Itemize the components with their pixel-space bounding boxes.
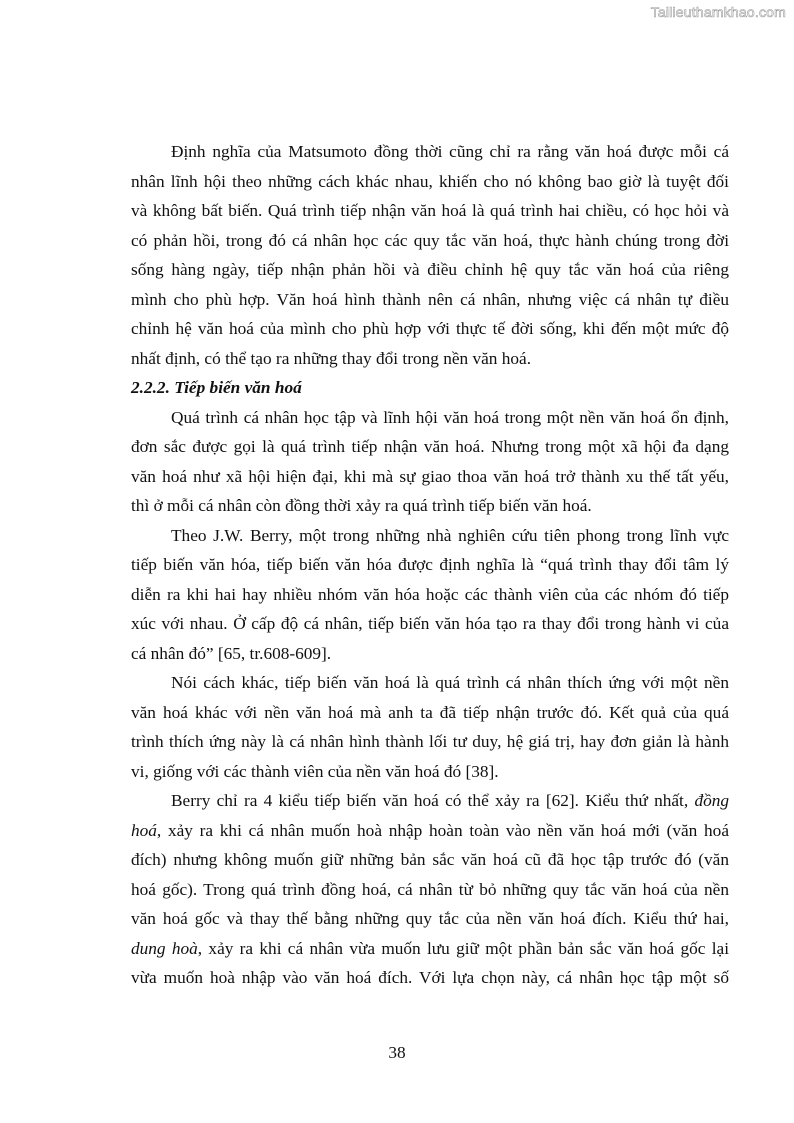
text-line [131, 816, 729, 846]
paragraph [131, 668, 729, 786]
watermark: Tailieuthamkhao.com [650, 4, 786, 20]
italic-term: hoá [131, 820, 157, 840]
text-line: Định nghĩa của Matsumoto đồng thời cũng chỉ ra rằng văn hoá được mỗi cá [171, 142, 729, 161]
text-line: Quá trình cá nhân học tập và lĩnh hội văn hoá trong một nền văn hoá ổn định, [171, 407, 729, 427]
paragraph [131, 521, 729, 669]
text-line: vi, giống với các thành viên của nền văn hoá đó [38]. [131, 761, 499, 781]
text-line: 2.2.2. Tiếp biến văn hoá [131, 378, 302, 397]
text-line: thì ở mỗi cá nhân còn đồng thời xảy ra quá trình tiếp biến văn hoá. [131, 496, 592, 515]
text-segment: , xảy ra khi cá nhân muốn hoà nhập hoàn toàn vào nền văn hoá mới (văn hoá [156, 820, 729, 840]
text-line: nhất định, có thể tạo ra những thay đổi trong nền văn hoá. [131, 348, 532, 368]
text-line: sống hàng ngày, tiếp nhận phản hồi và điều chỉnh hệ quy tắc văn hoá của riêng [131, 260, 729, 279]
page-number: 38 [388, 1043, 406, 1062]
paragraph [131, 403, 729, 521]
italic-term: dung hoà [131, 938, 198, 958]
text-line: có phản hồi, trong đó cá nhân học các quy tắc văn hoá, thực hành chúng trong đời [131, 230, 729, 250]
text-line: văn hoá như xã hội hiện đại, khi mà sự giao thoa văn hoá trở thành xu thế tất yếu, [131, 466, 729, 486]
text-line: đơn sắc được gọi là quá trình tiếp nhận văn hoá. Nhưng trong một xã hội đa dạng [131, 437, 729, 456]
text-line [131, 786, 729, 816]
text-line: diễn ra khi hai hay nhiều nhóm văn hóa hoặc các thành viên của các nhóm đó tiếp [131, 584, 729, 604]
text-line: đích) nhưng không muốn giữ những bản sắc văn hoá cũ đã học tập trước đó (văn [131, 850, 729, 869]
text-line: hoá gốc). Trong quá trình đồng hoá, cá nhân từ bỏ những quy tắc văn hoá của nền [131, 879, 729, 899]
paragraph [131, 786, 729, 993]
text-line: xúc với nhau. Ở cấp độ cá nhân, tiếp biến văn hóa tạo ra thay đổi trong hành vi của [131, 614, 729, 633]
text-line: mình cho phù hợp. Văn hoá hình thành nên cá nhân, nhưng việc cá nhân tự điều [131, 289, 729, 309]
text-line: tiếp biến văn hóa, tiếp biến văn hóa được định nghĩa là “quá trình thay đổi tâm lý [131, 555, 729, 574]
text-segment: Berry chỉ ra 4 kiểu tiếp biến văn hoá có thể xảy ra [62]. Kiểu thứ nhất, [171, 791, 695, 810]
text-line: Nói cách khác, tiếp biến văn hoá là quá trình cá nhân thích ứng với một nền [171, 673, 729, 692]
text-segment: , xảy ra khi cá nhân vừa muốn lưu giữ một phần bản sắc văn hoá gốc lại [197, 938, 729, 958]
document-body [131, 137, 729, 993]
paragraph [131, 137, 729, 373]
text-line: văn hoá khác với nền văn hoá mà anh ta đã tiếp nhận trước đó. Kết quả của quá [131, 702, 729, 722]
text-line [131, 934, 729, 964]
text-line: và không bất biến. Quá trình tiếp nhận văn hoá là quá trình hai chiều, có học hỏi và [131, 201, 729, 220]
text-line: Theo J.W. Berry, một trong những nhà nghiên cứu tiên phong trong lĩnh vực [171, 525, 729, 545]
section-heading [131, 373, 729, 403]
text-line: vừa muốn hoà nhập vào văn hoá đích. Với lựa chọn này, cá nhân học tập một số [131, 968, 729, 987]
text-line: cá nhân đó” [65, tr.608-609]. [131, 643, 332, 663]
text-line: nhân lĩnh hội theo những cách khác nhau, khiến cho nó không bao giờ là tuyệt đối [131, 171, 729, 191]
text-line: trình thích ứng này là cá nhân hình thành lối tư duy, hệ giá trị, hay đơn giản là hành [131, 732, 729, 751]
text-line: chỉnh hệ văn hoá của mình cho phù hợp với thực tế đời sống, khi đến một mức độ [131, 319, 729, 338]
italic-term: đồng [694, 791, 729, 810]
text-line: văn hoá gốc và thay thế bằng những quy tắc của nền văn hoá đích. Kiểu thứ hai, [131, 909, 729, 928]
